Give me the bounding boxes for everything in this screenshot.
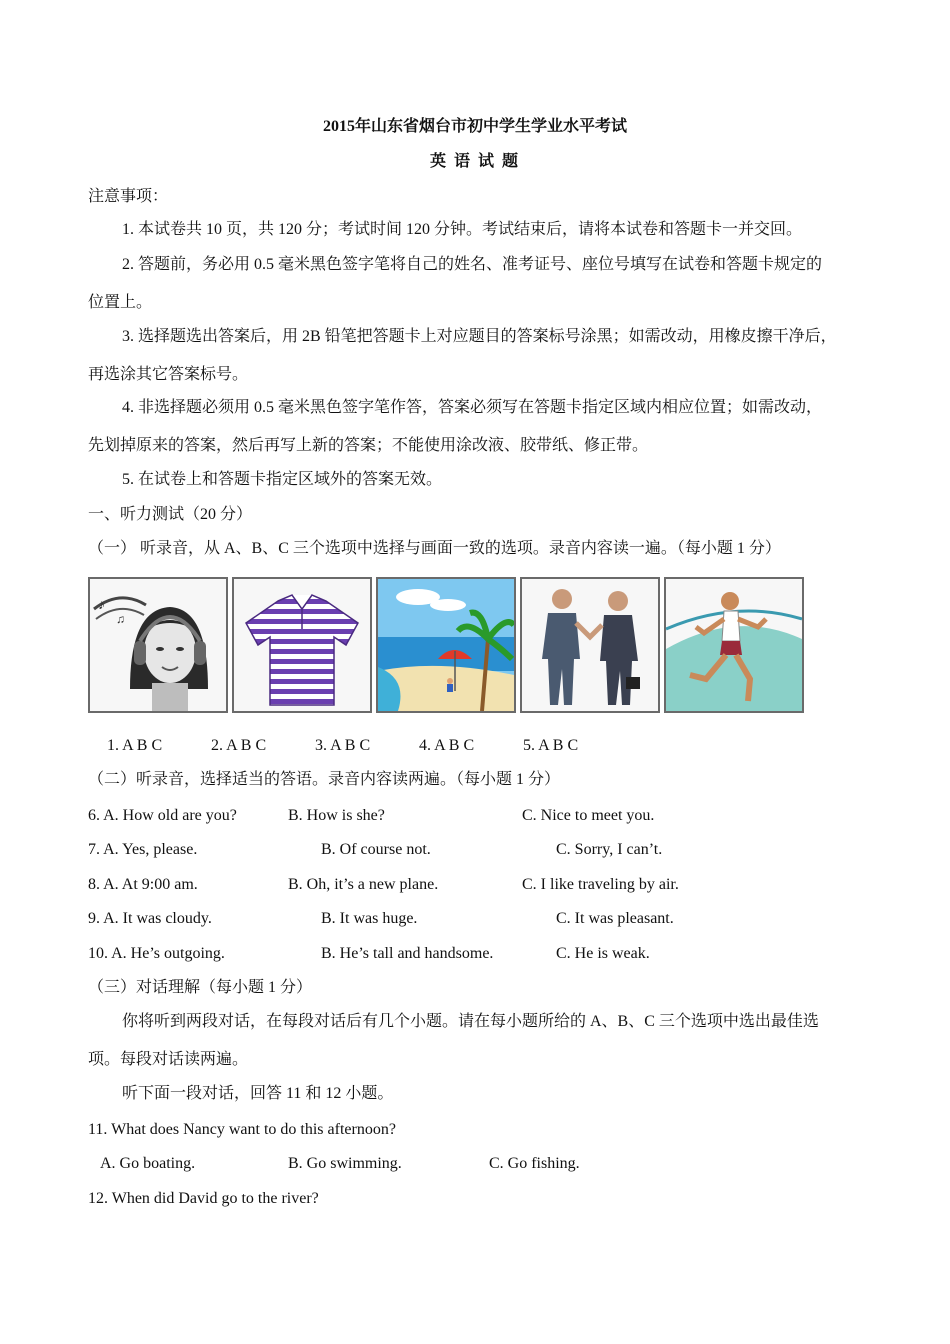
notice-item-continued: 先划掉原来的答案，然后再写上新的答案；不能使用涂改液、胶带纸、修正带。 bbox=[88, 437, 649, 454]
part3-heading: （三）对话理解（每小题 1 分） bbox=[88, 979, 313, 996]
notice-item: 3. 选择题选出答案后，用 2B 铅笔把答题卡上对应题目的答案标号涂黑；如需改动，用橡皮擦干净后， bbox=[122, 328, 837, 345]
part3-intro: 你将听到两段对话，在每段对话后有几个小题。请在每小题所给的 A、B、C 三个选项中选出最佳选 bbox=[122, 1013, 819, 1030]
option-a: 9. A. It was cloudy. bbox=[88, 910, 212, 927]
option-b: B. Oh, it’s a new plane. bbox=[288, 876, 439, 893]
notice-item: 1. 本试卷共 10 页，共 120 分；考试时间 120 分钟。考试结束后，请将本试卷和答题卡一并交回。 bbox=[122, 221, 803, 238]
option-c: C. I like traveling by air. bbox=[522, 876, 679, 893]
picture-label: 4. A B C bbox=[419, 737, 475, 754]
notice-item-continued: 位置上。 bbox=[88, 294, 153, 311]
notice-item: 5. 在试卷上和答题卡指定区域外的答案无效。 bbox=[122, 471, 443, 488]
svg-text:♫: ♫ bbox=[116, 612, 125, 626]
exam-subtitle: 英 语 试 题 bbox=[429, 153, 520, 170]
option-a: 10. A. He’s outgoing. bbox=[88, 945, 225, 962]
notice-item: 4. 非选择题必须用 0.5 毫米黑色签字笔作答，答案必须写在答题卡指定区域内相应位置；如需改动， bbox=[122, 399, 823, 416]
option-a: 8. A. At 9:00 am. bbox=[88, 876, 198, 893]
exam-title: 2015年山东省烟台市初中学生学业水平考试 bbox=[322, 118, 627, 135]
option-c: C. He is weak. bbox=[556, 945, 650, 962]
picture-label: 5. A B C bbox=[523, 737, 579, 754]
option-b: B. How is she? bbox=[288, 807, 385, 824]
picture-striped-shirt bbox=[232, 577, 372, 713]
part1-heading: （一） 听录音，从 A、B、C 三个选项中选择与画面一致的选项。录音内容读一遍。（每小题 1 分） bbox=[88, 540, 781, 557]
option-c: C. Nice to meet you. bbox=[522, 807, 655, 824]
svg-text:♪: ♪ bbox=[98, 598, 105, 613]
part3-instruction: 听下面一段对话，回答 11 和 12 小题。 bbox=[122, 1085, 394, 1102]
option-b: B. He’s tall and handsome. bbox=[321, 945, 494, 962]
section-heading: 一、听力测试（20 分） bbox=[88, 506, 253, 523]
option-c: C. It was pleasant. bbox=[556, 910, 674, 927]
option-b: B. Of course not. bbox=[321, 841, 431, 858]
option-c: C. Go fishing. bbox=[489, 1155, 580, 1172]
part2-heading: （二）听录音，选择适当的答语。录音内容读两遍。（每小题 1 分） bbox=[88, 771, 561, 788]
picture-runner bbox=[664, 577, 804, 713]
notice-heading: 注意事项： bbox=[88, 188, 169, 205]
picture-label: 2. A B C bbox=[211, 737, 267, 754]
picture-label: 1. A B C bbox=[107, 737, 163, 754]
part3-intro-continued: 项。每段对话读两遍。 bbox=[88, 1051, 249, 1068]
picture-handshake bbox=[520, 577, 660, 713]
notice-item: 2. 答题前，务必用 0.5 毫米黑色签字笔将自己的姓名、准考证号、座位号填写在试卷和答题卡规定的 bbox=[122, 256, 823, 273]
notice-item-continued: 再选涂其它答案标号。 bbox=[88, 366, 249, 383]
picture-beach bbox=[376, 577, 516, 713]
option-b: B. Go swimming. bbox=[288, 1155, 402, 1172]
picture-girl-headphones bbox=[88, 577, 228, 713]
option-a: A. Go boating. bbox=[100, 1155, 196, 1172]
option-c: C. Sorry, I can’t. bbox=[556, 841, 663, 858]
question-12: 12. When did David go to the river? bbox=[88, 1190, 319, 1207]
picture-label: 3. A B C bbox=[315, 737, 371, 754]
option-b: B. It was huge. bbox=[321, 910, 418, 927]
option-a: 7. A. Yes, please. bbox=[88, 841, 198, 858]
option-a: 6. A. How old are you? bbox=[88, 807, 237, 824]
question-11: 11. What does Nancy want to do this afternoon? bbox=[88, 1121, 396, 1138]
